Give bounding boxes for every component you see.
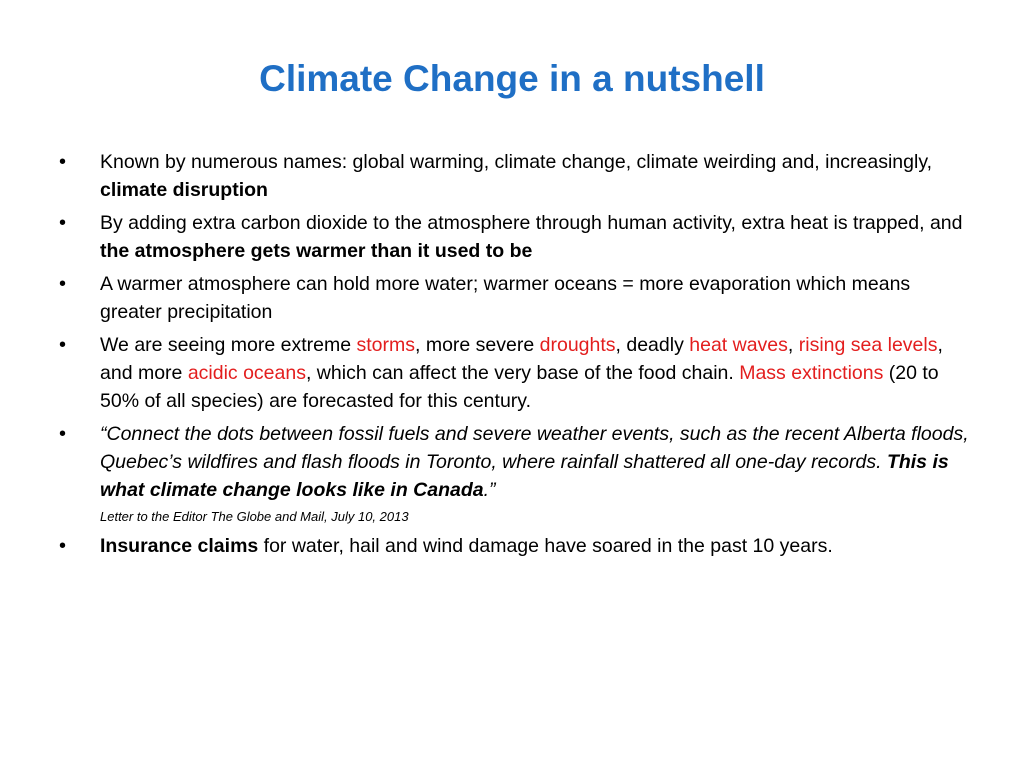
bullet-text: , (787, 334, 799, 356)
bullet-text: , more severe (415, 334, 540, 356)
bullet-emphasis: the atmosphere gets warmer than it used to be (100, 240, 533, 262)
bullet-text: for water, hail and wind damage have soared in the past 10 years. (258, 535, 833, 557)
list-item (57, 532, 977, 560)
quote-text: “Connect the dots between fossil fuels and severe weather events, such as the recent Alberta floods, Quebec’s wildfires and flash floods in Toronto, where rainfall shattered all one-day records. (100, 423, 969, 473)
highlight-storms: storms (356, 334, 415, 356)
highlight-heat-waves: heat waves (689, 334, 788, 356)
bullet-icon: • (59, 535, 67, 557)
quote-citation: Letter to the Editor The Globe and Mail, July 10, 2013 (100, 509, 409, 524)
slide-title: Climate Change in a nutshell (259, 58, 765, 99)
bullet-text: We are seeing more extreme (100, 334, 357, 356)
list-item (57, 331, 977, 415)
highlight-acidic-oceans: acidic oceans (187, 362, 306, 384)
bullet-text: By adding extra carbon dioxide to the atmosphere through human activity, extra heat is trapped, and (100, 212, 963, 234)
bullet-list (57, 148, 977, 565)
bullet-text: A warmer atmosphere can hold more water; warmer oceans = more evaporation which means greater precipitation (100, 273, 911, 323)
list-item (57, 420, 977, 527)
bullet-text: , which can affect the very base of the food chain. (305, 362, 740, 384)
highlight-rising-sea-levels: rising sea levels (798, 334, 938, 356)
quote-emphasis: This is what climate change looks like in Canada (100, 451, 949, 501)
list-item (57, 209, 977, 265)
list-item (57, 148, 977, 204)
quote-end: .” (483, 479, 496, 501)
bullet-text: (20 to 50% of all species) are forecasted for this century. (100, 362, 939, 412)
bullet-icon: • (59, 334, 67, 356)
bullet-icon: • (59, 212, 67, 234)
highlight-droughts: droughts (539, 334, 616, 356)
list-item (57, 270, 977, 326)
bullet-icon: • (59, 151, 67, 173)
bullet-icon: • (59, 273, 67, 295)
bullet-text: , and more (100, 334, 943, 384)
highlight-mass-extinctions: Mass extinctions (739, 362, 884, 384)
bullet-text: , deadly (615, 334, 690, 356)
bullet-icon: • (59, 423, 67, 445)
bullet-text: Known by numerous names: global warming, climate change, climate weirding and, increasingly, (100, 151, 933, 173)
bullet-emphasis: Insurance claims (100, 535, 259, 557)
bullet-emphasis: climate disruption (100, 179, 268, 201)
